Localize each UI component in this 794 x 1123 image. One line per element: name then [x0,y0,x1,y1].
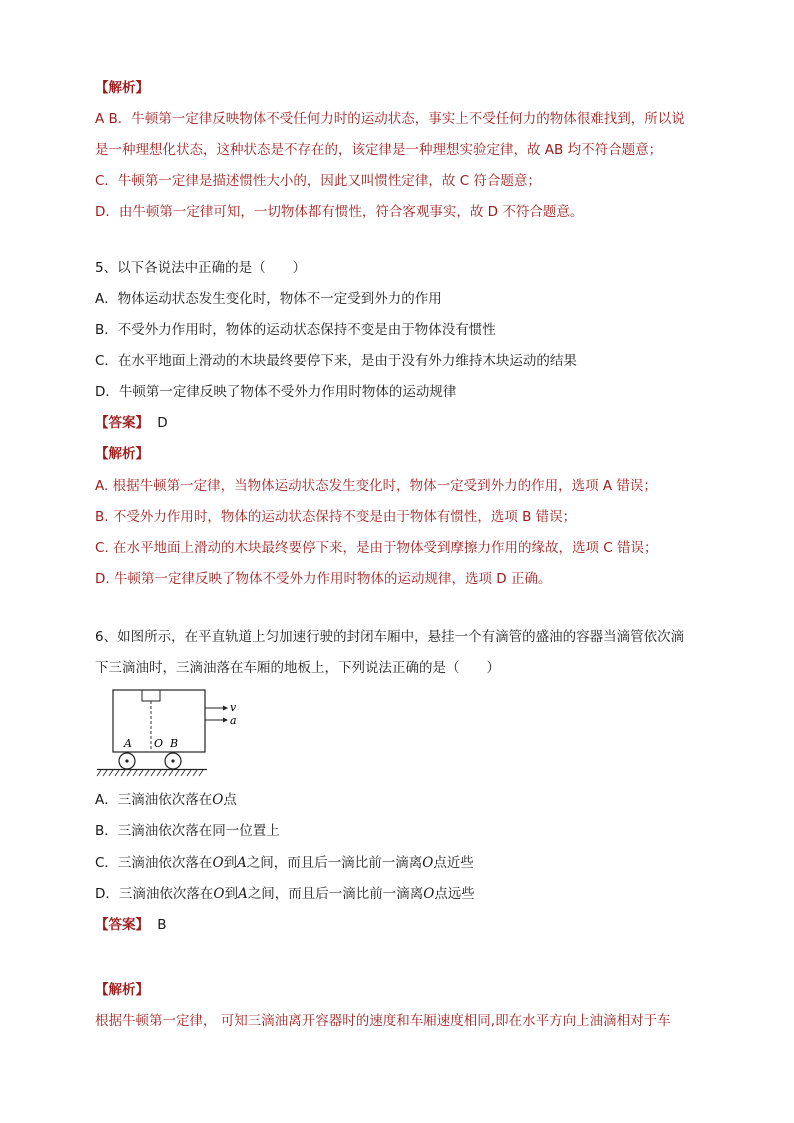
answer-label: 【答案】 [95,415,149,431]
q6-option-c [95,853,474,873]
option-italic: O [422,855,434,871]
q6-option-d [95,884,475,904]
option-italic: O [212,855,224,871]
option-text: D．三滴油依次落在 [95,886,214,902]
option-text: 到 [223,855,238,871]
q6-option-a [95,790,237,810]
wheel-right-hub [171,759,174,762]
point-b-label: B [170,737,179,750]
q6-analysis-line: 根据牛顿第一定律， 可知三滴油离开容器时的速度和车厢速度相同,即在水平方向上油滴相对于车 [95,1013,671,1029]
analysis-line: D．由牛顿第一定律可知，一切物体都有惯性，符合客观事实，故 D 不符合题意。 [95,204,584,220]
q5-answer [95,413,168,433]
q5-option-d: D．牛顿第一定律反映了物体不受外力作用时物体的运动规律 [95,384,457,400]
velocity-label: v [230,701,237,714]
answer-value: D [157,415,168,431]
option-text: 点远些 [434,886,475,902]
q5-analysis-line: A. 根据牛顿第一定律，当物体运动状态发生变化时，物体一定受到外力的作用，选项 A 错误； [95,478,657,494]
question-6-stem: 下三滴油时，三滴油落在车厢的地板上，下列说法正确的是（ ） [95,660,500,676]
option-italic: O [423,886,435,902]
q5-analysis-label: 【解析】 [95,446,149,462]
analysis-line: C．牛顿第一定律是描述惯性大小的，因此又叫惯性定律，故 C 符合题意； [95,173,541,189]
option-italic: O [212,792,224,808]
option-italic: O [213,886,225,902]
option-text: 之间，而且后一滴比前一滴离 [247,886,424,902]
analysis-line: A B．牛顿第一定律反映物体不受任何力时的运动状态，事实上不受任何力的物体很难找到，所以说 [95,111,685,127]
answer-value: B [157,917,167,933]
option-text: A．三滴油依次落在 [95,792,213,808]
acceleration-arrowhead [223,718,228,723]
wheel-left-hub [125,759,128,762]
option-text: B．三滴油依次落在同一位置上 [95,823,280,839]
oil-container [142,690,160,701]
question-6-stem: 6、如图所示，在平直轨道上匀加速行驶的封闭车厢中，悬挂一个有滴管的盛油的容器当滴管依次滴 [95,629,685,645]
point-a-label: A [124,737,132,750]
track-hatching [97,770,203,776]
option-text: C．三滴油依次落在 [95,855,213,871]
option-italic: A [237,855,247,871]
option-text: 之间，而且后一滴比前一滴离 [246,855,423,871]
analysis-line: 是一种理想化状态，这种状态是不存在的，该定律是一种理想实验定律，故 AB 均不符合题意； [95,142,663,158]
analysis-label: 【解析】 [95,80,149,96]
option-text: 点近些 [433,855,474,871]
point-o-label: O [154,737,164,750]
q6-answer [95,915,167,935]
q5-option-a: A．物体运动状态发生变化时，物体不一定受到外力的作用 [95,291,442,307]
acceleration-label: a [230,714,237,727]
q6-option-b [95,821,280,841]
velocity-arrowhead [223,706,228,711]
q5-option-c: C．在水平地面上滑动的木块最终要停下来，是由于没有外力维持木块运动的结果 [95,353,577,369]
q5-option-b: B．不受外力作用时，物体的运动状态保持不变是由于物体没有惯性 [95,322,496,338]
train-car-figure [95,686,235,778]
option-text: 到 [224,886,238,902]
question-5-stem: 5、以下各说法中正确的是（ ） [95,260,307,276]
q5-analysis-line: C. 在水平地面上滑动的木块最终要停下来，是由于物体受到摩擦力作用的缘故，选项 C 错误； [95,540,658,556]
option-text: 点 [223,792,237,808]
q5-analysis-line: D. 牛顿第一定律反映了物体不受外力作用时物体的运动规律，选项 D 正确。 [95,571,552,587]
q6-analysis-label: 【解析】 [95,982,149,998]
q5-analysis-line: B. 不受外力作用时，物体的运动状态保持不变是由于物体有惯性，选项 B 错误； [95,509,577,525]
answer-label: 【答案】 [95,917,149,933]
option-italic: A [237,886,248,902]
